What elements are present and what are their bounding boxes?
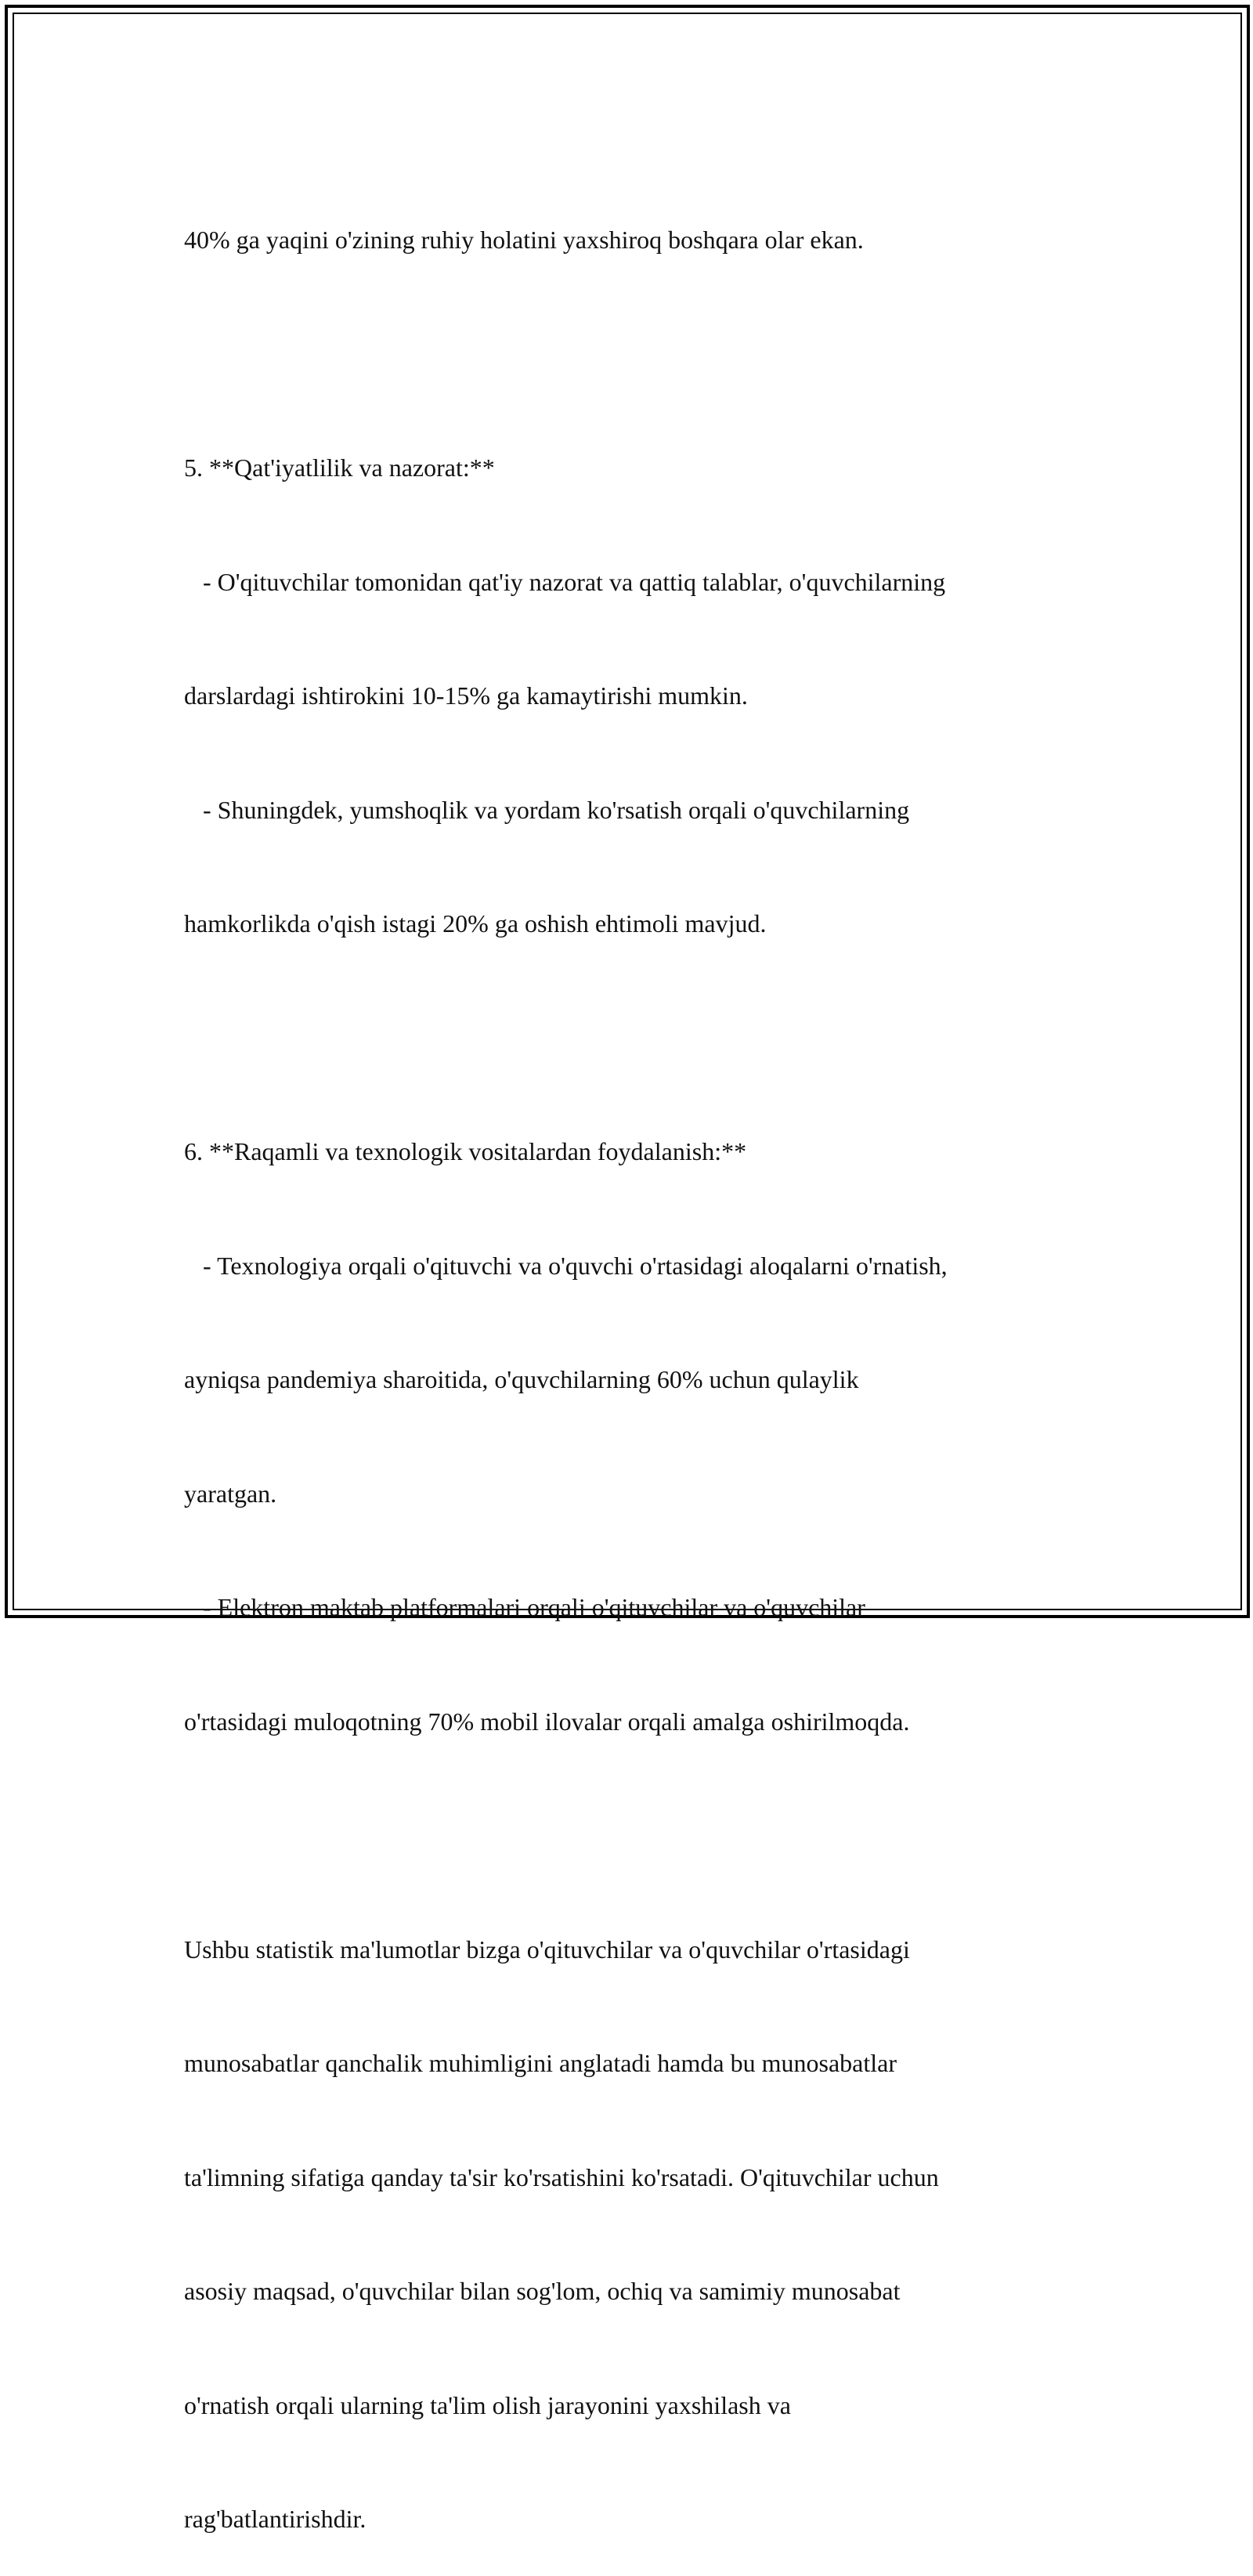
text-line: o'rnatish orqali ularning ta'lim olish jarayonini yaxshilash va [184, 2390, 791, 2419]
text-line: asosiy maqsad, o'quvchilar bilan sog'lom, ochiq va samimiy munosabat [184, 2277, 901, 2305]
text-line: o'rtasidagi muloqotning 70% mobil ilovalar orqali amalga oshirilmoqda. [184, 1707, 910, 1736]
text-line: - Elektron maktab platformalari orqali o'qituvchilar va o'quvchilar [184, 1593, 865, 1621]
text-line: - O'qituvchilar tomonidan qat'iy nazorat va qattiq talablar, o'quvchilarning [184, 567, 946, 596]
text-line: ta'limning sifatiga qanday ta'sir ko'rsatishini ko'rsatadi. O'qituvchilar uchun [184, 2162, 939, 2191]
blank-line [184, 1816, 1077, 1855]
blank-line [184, 335, 1077, 374]
blank-line [184, 1019, 1077, 1057]
text-line: yaratgan. [184, 1479, 277, 1508]
text-line: darslardagi ishtirokini 10-15% ga kamaytirishi mumkin. [184, 681, 748, 710]
text-line: hamkorlikda o'qish istagi 20% ga oshish ehtimoli mavjud. [184, 909, 767, 938]
document-body [184, 145, 1077, 2576]
text-line: rag'batlantirishdir. [184, 2505, 367, 2533]
text-line: munosabatlar qanchalik muhimligini anglatadi hamda bu munosabatlar [184, 2049, 897, 2077]
section-heading: 6. **Raqamli va texnologik vositalardan foydalanish:** [184, 1137, 747, 1165]
text-line: - Texnologiya orqali o'qituvchi va o'quvchi o'rtasidagi aloqalarni o'rnatish, [184, 1251, 948, 1280]
section-heading: 5. **Qat'iyatlilik va nazorat:** [184, 453, 495, 482]
text-line: ayniqsa pandemiya sharoitida, o'quvchilarning 60% uchun qulaylik [184, 1365, 859, 1393]
text-line: - Shuningdek, yumshoqlik va yordam ko'rsatish orqali o'quvchilarning [184, 795, 910, 824]
text-line: Ushbu statistik ma'lumotlar bizga o'qituvchilar va o'quvchilar o'rtasidagi [184, 1935, 910, 1964]
text-line: 40% ga yaqini o'zining ruhiy holatini yaxshiroq boshqara olar ekan. [184, 226, 864, 254]
